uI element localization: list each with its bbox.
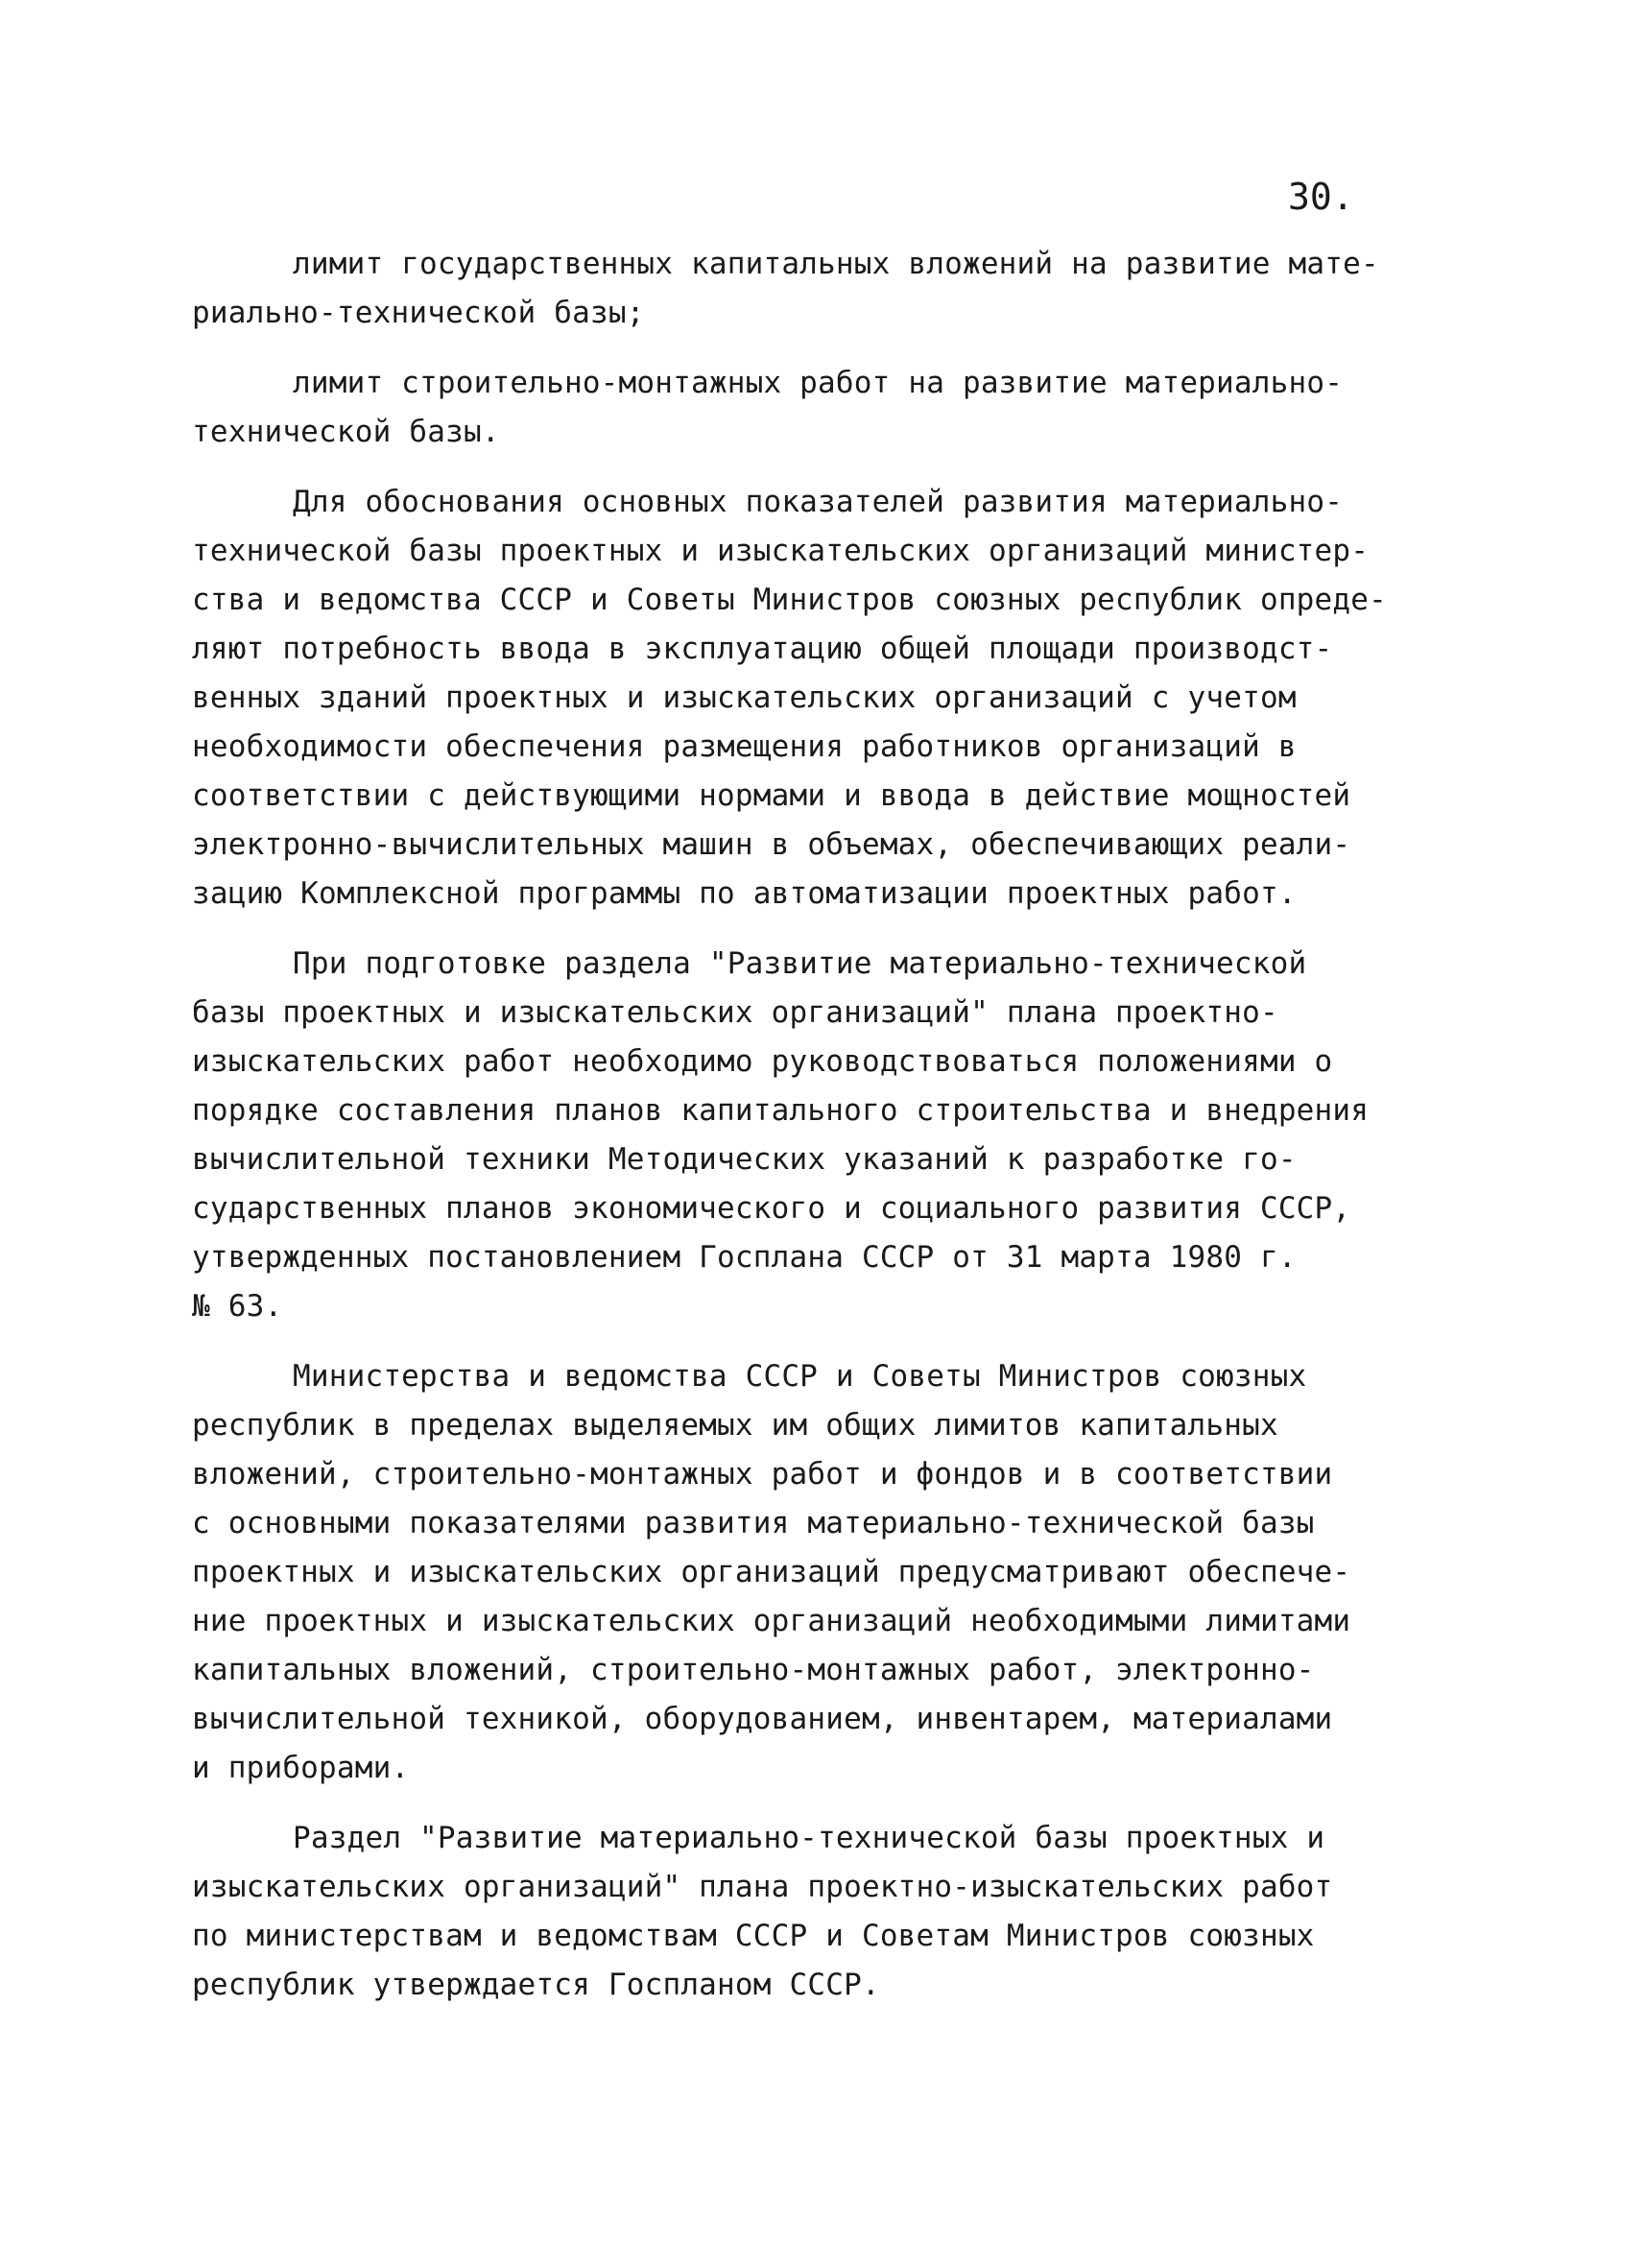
text-line: утвержденных постановлением Госплана СССР от 31 марта 1980 г. [192, 1240, 1297, 1275]
text-line: республик утверждается Госпланом СССР. [192, 1968, 880, 2002]
text-line: риально-технической базы; [192, 296, 645, 330]
page-number: 30. [1288, 176, 1354, 218]
text-line: по министерствам и ведомствам СССР и Советам Министров союзных [192, 1919, 1315, 1953]
text-line: и приборами. [192, 1751, 410, 1785]
paragraph [192, 478, 1468, 919]
text-line: лимит строительно-монтажных работ на развитие материально- [293, 366, 1344, 400]
text-line: вложений, строительно-монтажных работ и фондов и в соответствии [192, 1457, 1333, 1492]
text-line: базы проектных и изыскательских организаций" плана проектно- [192, 995, 1278, 1030]
text-line: изыскательских работ необходимо руководствоваться положениями о [192, 1044, 1333, 1079]
text-line: технической базы. [192, 415, 500, 449]
body-text [192, 240, 1468, 2031]
text-line: ляют потребность ввода в эксплуатацию общей площади производст- [192, 632, 1333, 666]
paragraph [192, 1814, 1468, 2010]
text-line: с основными показателями развития материально-технической базы [192, 1506, 1315, 1540]
text-line: проектных и изыскательских организаций предусматривают обеспече- [192, 1555, 1351, 1589]
paragraph [192, 1352, 1468, 1793]
text-line: электронно-вычислительных машин в объемах, обеспечивающих реали- [192, 827, 1351, 862]
text-line: ние проектных и изыскательских организаций необходимыми лимитами [192, 1604, 1351, 1638]
text-line: Раздел "Развитие материально-технической базы проектных и [293, 1821, 1325, 1855]
text-line: соответствии с действующими нормами и ввода в действие мощностей [192, 778, 1351, 813]
text-line: изыскательских организаций" плана проектно-изыскательских работ [192, 1870, 1333, 1904]
text-line: вычислительной техникой, оборудованием, инвентарем, материалами [192, 1702, 1333, 1736]
text-line: технической базы проектных и изыскательских организаций министер- [192, 534, 1370, 568]
text-line: ства и ведомства СССР и Советы Министров союзных республик опреде- [192, 583, 1387, 617]
paragraph [192, 240, 1468, 338]
text-line: При подготовке раздела "Развитие материально-технической [293, 946, 1307, 981]
text-line: капитальных вложений, строительно-монтажных работ, электронно- [192, 1653, 1315, 1687]
text-line: лимит государственных капитальных вложений на развитие мате- [293, 247, 1379, 281]
paragraph [192, 359, 1468, 457]
text-line: сударственных планов экономического и социального развития СССР, [192, 1191, 1351, 1226]
text-line: вычислительной техники Методических указаний к разработке го- [192, 1142, 1297, 1177]
paragraph [192, 940, 1468, 1331]
text-line: № 63. [192, 1289, 283, 1324]
text-line: Для обоснования основных показателей развития материально- [293, 485, 1344, 519]
text-line: порядке составления планов капитального строительства и внедрения [192, 1093, 1370, 1128]
text-line: республик в пределах выделяемых им общих лимитов капитальных [192, 1408, 1278, 1443]
text-line: необходимости обеспечения размещения работников организаций в [192, 729, 1297, 764]
text-line: Министерства и ведомства СССР и Советы Министров союзных [293, 1359, 1307, 1394]
text-line: венных зданий проектных и изыскательских организаций с учетом [192, 680, 1297, 715]
text-line: зацию Комплексной программы по автоматизации проектных работ. [192, 876, 1297, 911]
